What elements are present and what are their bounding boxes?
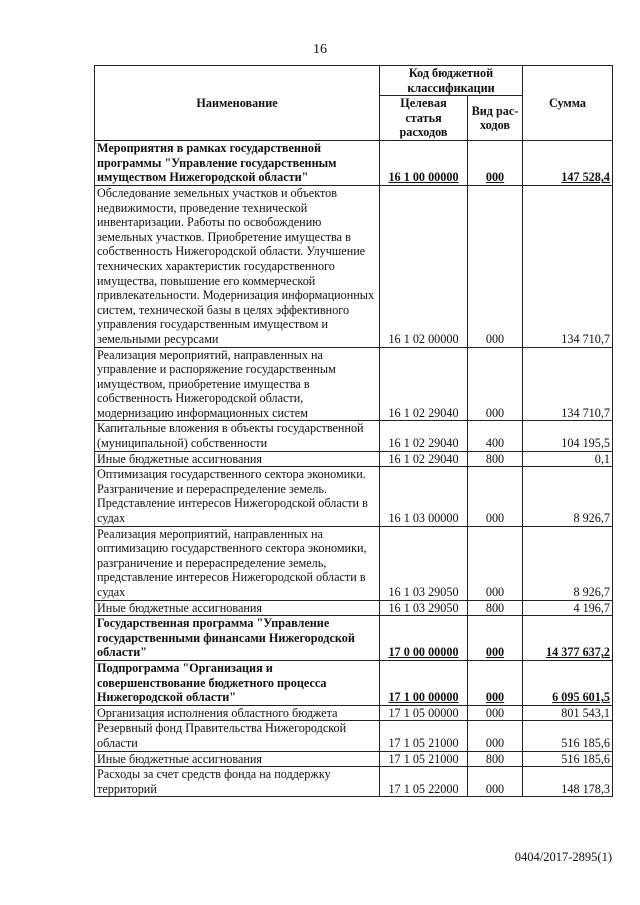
row-expense-kind: 000 (468, 141, 523, 186)
row-amount: 4 196,7 (523, 600, 613, 616)
row-target-article: 16 1 02 00000 (380, 185, 468, 347)
row-amount: 0,1 (523, 451, 613, 467)
budget-table (94, 65, 613, 797)
row-amount: 134 710,7 (523, 185, 613, 347)
row-name: Мероприятия в рамках государственной программы "Управление государственным имуществом Нижегородской области" (95, 141, 380, 186)
table-row (95, 451, 613, 467)
row-amount: 104 195,5 (523, 421, 613, 451)
row-target-article: 16 1 00 00000 (380, 141, 468, 186)
row-name: Капитальные вложения в объекты государственной (муниципальной) собственности (95, 421, 380, 451)
row-name: Обследование земельных участков и объектов недвижимости, проведение технической инвентаризации. Работы по освобождению земельных участков. Приобретение имущества в собственность Нижегородской области. Улучшение технических характеристик государственного имущества, повышение его коммерческой привлекательности. Модернизация информационных систем, технической базы в целях эффективного управления государственным имуществом и земельными ресурсами (95, 185, 380, 347)
row-expense-kind: 400 (468, 421, 523, 451)
row-name: Иные бюджетные ассигнования (95, 600, 380, 616)
row-expense-kind: 000 (468, 467, 523, 526)
row-name: Иные бюджетные ассигнования (95, 751, 380, 767)
row-target-article: 17 1 05 21000 (380, 721, 468, 751)
row-target-article: 16 1 02 29040 (380, 451, 468, 467)
table-row (95, 660, 613, 705)
row-amount: 801 543,1 (523, 705, 613, 721)
table-row (95, 751, 613, 767)
row-amount: 148 178,3 (523, 767, 613, 797)
table-row (95, 767, 613, 797)
table-row (95, 467, 613, 526)
row-name: Организация исполнения областного бюджета (95, 705, 380, 721)
row-expense-kind: 000 (468, 616, 523, 661)
row-name: Подпрограмма "Организация и совершенствование бюджетного процесса Нижегородской области" (95, 660, 380, 705)
table-row (95, 141, 613, 186)
row-amount: 6 095 601,5 (523, 660, 613, 705)
table-body (95, 141, 613, 797)
table-row (95, 705, 613, 721)
header-target-article: Целевая статья расходов (380, 96, 468, 141)
row-amount: 516 185,6 (523, 721, 613, 751)
table-row (95, 600, 613, 616)
row-target-article: 16 1 02 29040 (380, 347, 468, 421)
row-amount: 516 185,6 (523, 751, 613, 767)
row-target-article: 16 1 03 29050 (380, 600, 468, 616)
row-name: Иные бюджетные ассигнования (95, 451, 380, 467)
row-expense-kind: 000 (468, 347, 523, 421)
row-expense-kind: 000 (468, 660, 523, 705)
table-row (95, 616, 613, 661)
row-expense-kind: 800 (468, 451, 523, 467)
row-target-article: 16 1 03 29050 (380, 526, 468, 600)
row-amount: 147 528,4 (523, 141, 613, 186)
row-target-article: 17 1 05 22000 (380, 767, 468, 797)
row-expense-kind: 800 (468, 751, 523, 767)
row-target-article: 16 1 03 00000 (380, 467, 468, 526)
row-amount: 134 710,7 (523, 347, 613, 421)
header-sum: Сумма (523, 66, 613, 141)
header-budget-code: Код бюджетной классификации (380, 66, 523, 96)
row-amount: 8 926,7 (523, 467, 613, 526)
row-amount: 14 377 637,2 (523, 616, 613, 661)
row-expense-kind: 000 (468, 705, 523, 721)
table-header (95, 66, 613, 141)
table-row (95, 347, 613, 421)
table-row (95, 721, 613, 751)
row-amount: 8 926,7 (523, 526, 613, 600)
table-row (95, 421, 613, 451)
row-name: Оптимизация государственного сектора экономики. Разграничение и перераспределение земель. Представление интересов Нижегородской области в судах (95, 467, 380, 526)
page-number: 16 (313, 42, 327, 57)
row-expense-kind: 000 (468, 721, 523, 751)
row-name: Реализация мероприятий, направленных на оптимизацию государственного сектора экономики, разграничение и перераспределение земель, представление интересов Нижегородской области в судах (95, 526, 380, 600)
row-name: Государственная программа "Управление государственными финансами Нижегородской области" (95, 616, 380, 661)
row-target-article: 16 1 02 29040 (380, 421, 468, 451)
table-row (95, 526, 613, 600)
row-expense-kind: 000 (468, 767, 523, 797)
row-target-article: 17 0 00 00000 (380, 616, 468, 661)
document-code: 0404/2017-2895(1) (514, 850, 612, 864)
header-expense-kind: Вид рас-ходов (468, 96, 523, 141)
table-row (95, 185, 613, 347)
row-expense-kind: 800 (468, 600, 523, 616)
row-expense-kind: 000 (468, 526, 523, 600)
row-target-article: 17 1 05 21000 (380, 751, 468, 767)
row-name: Резервный фонд Правительства Нижегородской области (95, 721, 380, 751)
row-name: Реализация мероприятий, направленных на управление и распоряжение государственным имуществом, приобретение имущества в собственность Нижегородской области, модернизацию информационных систем (95, 347, 380, 421)
row-name: Расходы за счет средств фонда на поддержку территорий (95, 767, 380, 797)
row-expense-kind: 000 (468, 185, 523, 347)
row-target-article: 17 1 05 00000 (380, 705, 468, 721)
row-target-article: 17 1 00 00000 (380, 660, 468, 705)
header-name: Наименование (95, 66, 380, 141)
